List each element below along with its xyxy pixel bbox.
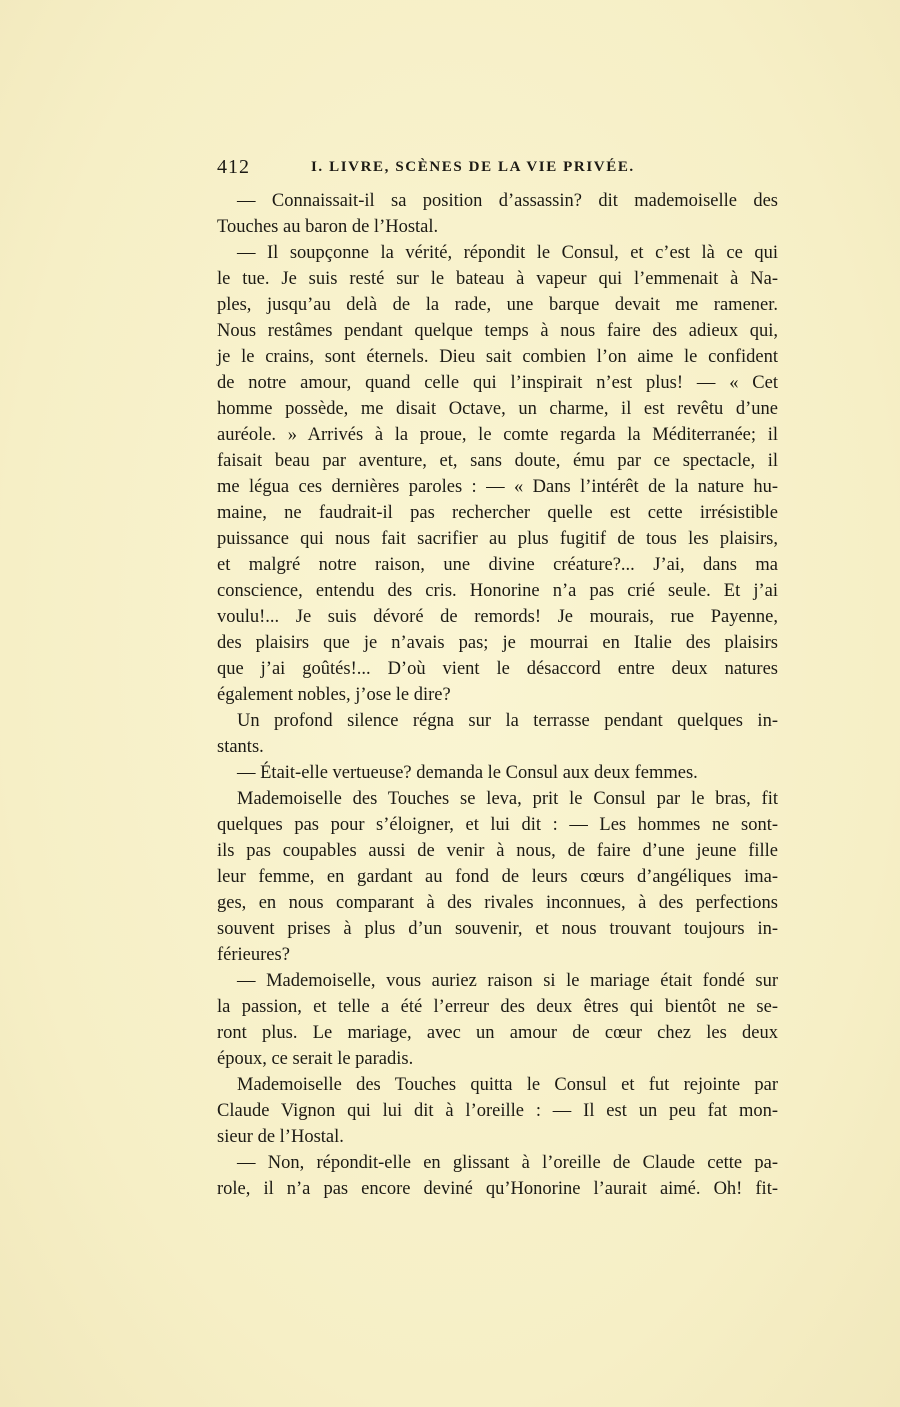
text-line: homme possède, me disait Octave, un charme, il est revêtu d’une (217, 399, 778, 419)
text-line: — Il soupçonne la vérité, répondit le Consul, et c’est là ce qui (237, 243, 778, 263)
text-line: Mademoiselle des Touches quitta le Consul et fut rejointe par (237, 1075, 778, 1095)
running-title: I. LIVRE, SCÈNES DE LA VIE PRIVÉE. (311, 159, 635, 175)
paragraph (217, 188, 778, 240)
text-line: — Non, répondit-elle en glissant à l’oreille de Claude cette pa- (237, 1153, 778, 1173)
text-line: époux, ce serait le paradis. (217, 1049, 414, 1069)
page-header (217, 156, 780, 182)
text-line: également nobles, j’ose le dire? (217, 685, 451, 705)
body-text (217, 188, 778, 1202)
text-line: — Était-elle vertueuse? demanda le Consul aux deux femmes. (237, 763, 698, 783)
text-line: la passion, et telle a été l’erreur des deux êtres qui bientôt ne se- (217, 997, 778, 1017)
text-line: — Connaissait-il sa position d’assassin? dit mademoiselle des (237, 191, 778, 211)
text-line: souvent prises à plus d’un souvenir, et nous trouvant toujours in- (217, 919, 778, 939)
text-line: et malgré notre raison, une divine créature?... J’ai, dans ma (217, 555, 778, 575)
paragraph (217, 786, 778, 968)
text-line: — Mademoiselle, vous auriez raison si le mariage était fondé sur (237, 971, 778, 991)
text-line: je le crains, sont éternels. Dieu sait combien l’on aime le confident (217, 347, 778, 367)
paragraph (217, 760, 778, 786)
page-number: 412 (217, 156, 250, 178)
text-line: leur femme, en gardant au fond de leurs cœurs d’angéliques ima- (217, 867, 778, 887)
text-line: des plaisirs que je n’avais pas; je mourrai en Italie des plaisirs (217, 633, 778, 653)
text-line: voulu!... Je suis dévoré de remords! Je mourais, rue Payenne, (217, 607, 778, 627)
text-line: Nous restâmes pendant quelque temps à nous faire des adieux qui, (217, 321, 778, 341)
text-line: faisait beau par aventure, et, sans doute, ému par ce spectacle, il (217, 451, 778, 471)
text-line: sieur de l’Hostal. (217, 1127, 344, 1147)
text-line: ges, en nous comparant à des rivales inconnues, à des perfections (217, 893, 778, 913)
text-line: role, il n’a pas encore deviné qu’Honorine l’aurait aimé. Oh! fit- (217, 1179, 778, 1199)
text-line: Touches au baron de l’Hostal. (217, 217, 439, 237)
text-line: me légua ces dernières paroles : — « Dans l’intérêt de la nature hu- (217, 477, 778, 497)
text-line: conscience, entendu des cris. Honorine n’a pas crié seule. Et j’ai (217, 581, 778, 601)
paragraph (217, 708, 778, 760)
text-line: férieures? (217, 945, 290, 965)
text-line: de notre amour, quand celle qui l’inspirait n’est plus! — « Cet (217, 373, 778, 393)
text-line: maine, ne faudrait-il pas rechercher quelle est cette irrésistible (217, 503, 778, 523)
paragraph (217, 968, 778, 1072)
text-line: ils pas coupables aussi de venir à nous, de faire d’une jeune fille (217, 841, 778, 861)
text-line: que j’ai goûtés!... D’où vient le désaccord entre deux natures (217, 659, 778, 679)
text-line: auréole. » Arrivés à la proue, le comte regarda la Méditerranée; il (217, 425, 778, 445)
text-line: stants. (217, 737, 264, 757)
text-line: ront plus. Le mariage, avec un amour de cœur chez les deux (217, 1023, 778, 1043)
text-line: le tue. Je suis resté sur le bateau à vapeur qui l’emmenait à Na- (217, 269, 778, 289)
text-line: Claude Vignon qui lui dit à l’oreille : — Il est un peu fat mon- (217, 1101, 778, 1121)
text-line: puissance qui nous fait sacrifier au plus fugitif de tous les plaisirs, (217, 529, 778, 549)
text-line: quelques pas pour s’éloigner, et lui dit : — Les hommes ne sont- (217, 815, 778, 835)
paragraph (217, 1072, 778, 1150)
text-line: ples, jusqu’au delà de la rade, une barque devait me ramener. (217, 295, 778, 315)
paragraph (217, 240, 778, 708)
text-line: Un profond silence régna sur la terrasse pendant quelques in- (237, 711, 778, 731)
text-line: Mademoiselle des Touches se leva, prit le Consul par le bras, fit (237, 789, 778, 809)
paragraph (217, 1150, 778, 1202)
